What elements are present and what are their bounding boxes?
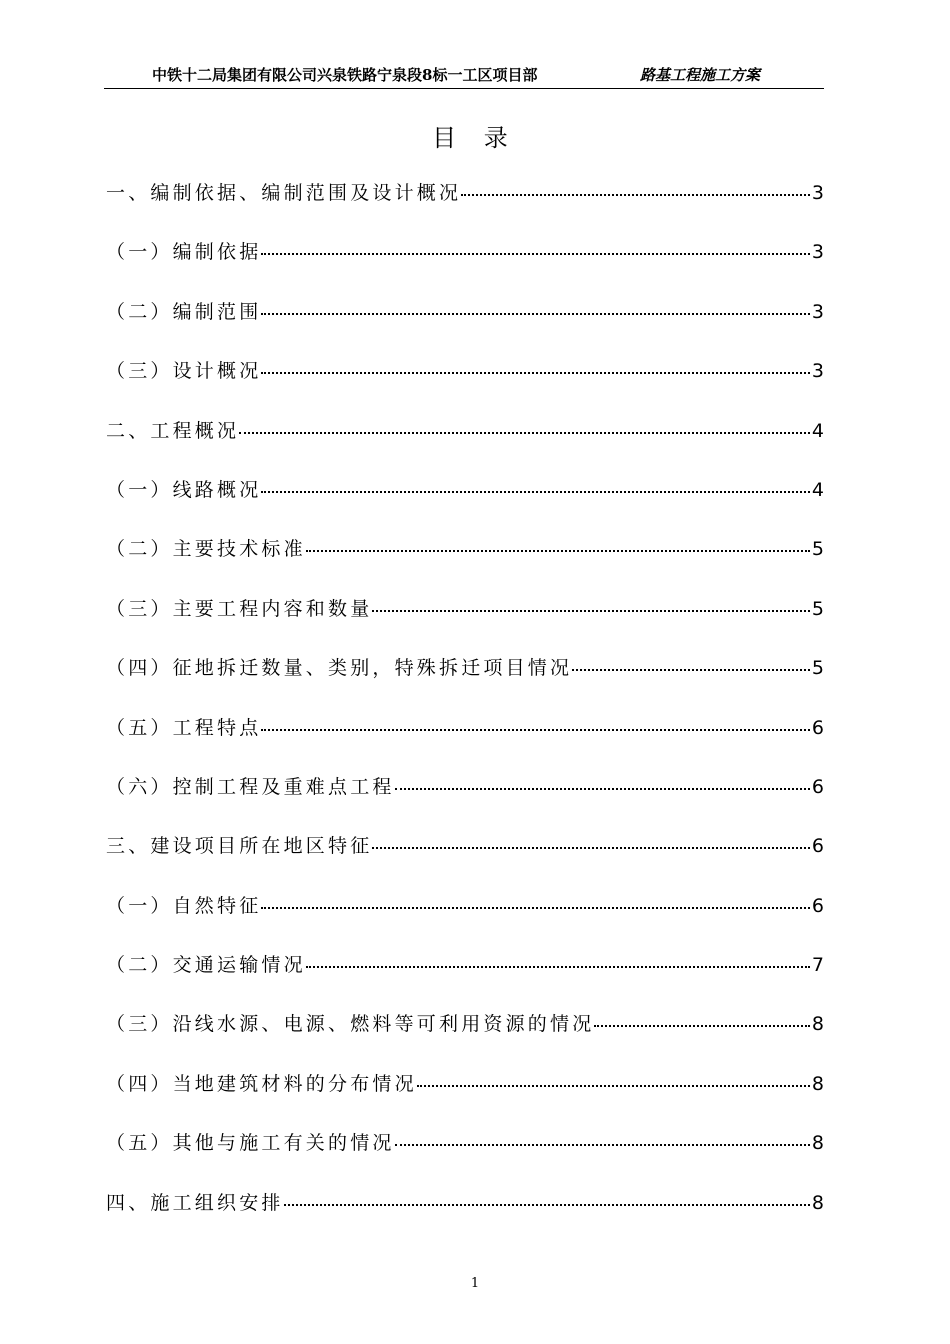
toc-entry-page: 3 xyxy=(811,300,824,323)
toc-entry-text: （六）控制工程及重难点工程 xyxy=(106,775,395,798)
toc-entry-text: （二）交通运输情况 xyxy=(106,954,306,977)
toc-entry-text: （二）编制范围 xyxy=(106,300,262,323)
toc-dot-leader xyxy=(306,550,810,552)
toc-entry-page: 5 xyxy=(811,657,824,680)
toc-entry[interactable] xyxy=(106,237,824,296)
toc-entry[interactable] xyxy=(106,891,824,950)
toc-title: 目 录 xyxy=(432,124,518,152)
toc-entry[interactable] xyxy=(106,1069,824,1128)
toc-entry-page: 3 xyxy=(811,241,824,264)
toc-dot-leader xyxy=(284,1204,810,1206)
toc-dot-leader xyxy=(261,907,810,909)
toc-dot-leader xyxy=(572,669,810,671)
header-document-title: 路基工程施工方案 xyxy=(640,66,761,84)
toc-dot-leader xyxy=(395,1144,810,1146)
toc-entry[interactable] xyxy=(106,416,824,475)
toc-dot-leader xyxy=(239,432,810,434)
toc-entry[interactable] xyxy=(106,475,824,534)
toc-entry-page: 8 xyxy=(811,1072,824,1095)
toc-entry-page: 8 xyxy=(811,1013,824,1036)
toc-entry-text: （三）沿线水源、电源、燃料等可利用资源的情况 xyxy=(106,1013,595,1036)
toc-entry[interactable] xyxy=(106,1188,824,1247)
toc-entry-text: （二）主要技术标准 xyxy=(106,538,306,561)
toc-entry-page: 3 xyxy=(811,360,824,383)
toc-entry[interactable] xyxy=(106,1009,824,1068)
toc-dot-leader xyxy=(594,1025,810,1027)
toc-entry-text: （五）工程特点 xyxy=(106,716,262,739)
page-number: 1 xyxy=(470,1276,480,1291)
toc-dot-leader xyxy=(417,1085,810,1087)
toc-entry-page: 6 xyxy=(811,775,824,798)
toc-entry-page: 4 xyxy=(811,478,824,501)
toc-entry-page: 5 xyxy=(811,538,824,561)
toc-dot-leader xyxy=(372,610,810,612)
toc-entry-text: （一）编制依据 xyxy=(106,241,262,264)
toc-entry-text: 二、工程概况 xyxy=(106,419,240,442)
toc-entry-page: 4 xyxy=(811,419,824,442)
toc-entry-text: （一）自然特征 xyxy=(106,894,262,917)
toc-entry-text: 三、建设项目所在地区特征 xyxy=(106,835,373,858)
toc-entry-page: 3 xyxy=(811,182,824,204)
toc-entry[interactable] xyxy=(106,950,824,1009)
toc-dot-leader xyxy=(261,491,810,493)
toc-entry-text: （四）当地建筑材料的分布情况 xyxy=(106,1072,417,1095)
toc-entry-text: （三）主要工程内容和数量 xyxy=(106,597,373,620)
toc-entry[interactable] xyxy=(106,653,824,712)
toc-entry-page: 5 xyxy=(811,597,824,620)
toc-dot-leader xyxy=(261,313,810,315)
toc-entry-text: （四）征地拆迁数量、类别，特殊拆迁项目情况 xyxy=(106,657,573,680)
toc-entry-text: 四、施工组织安排 xyxy=(106,1191,284,1214)
toc-dot-leader xyxy=(395,788,810,790)
toc-entry-page: 8 xyxy=(811,1191,824,1214)
toc-entry[interactable] xyxy=(106,831,824,890)
header-company: 中铁十二局集团有限公司兴泉铁路宁泉段8标一工区项目部 xyxy=(152,66,538,84)
toc-dot-leader xyxy=(461,194,810,196)
page-header xyxy=(104,62,824,89)
toc-entry[interactable] xyxy=(106,356,824,415)
toc-dot-leader xyxy=(261,253,810,255)
toc-entry-page: 6 xyxy=(811,716,824,739)
toc-entry-page: 6 xyxy=(811,835,824,858)
toc-entry-text: （一）线路概况 xyxy=(106,478,262,501)
toc-entry-text: 一、编制依据、编制范围及设计概况 xyxy=(106,182,462,204)
toc-entry-page: 6 xyxy=(811,894,824,917)
toc-dot-leader xyxy=(372,847,810,849)
toc-entry[interactable] xyxy=(106,713,824,772)
toc-entry[interactable] xyxy=(106,178,824,237)
toc-entry-text: （五）其他与施工有关的情况 xyxy=(106,1132,395,1155)
toc-dot-leader xyxy=(261,729,810,731)
toc-dot-leader xyxy=(261,372,810,374)
toc-entry-text: （三）设计概况 xyxy=(106,360,262,383)
toc-dot-leader xyxy=(306,966,810,968)
toc-entry[interactable] xyxy=(106,1128,824,1187)
toc-entry[interactable] xyxy=(106,594,824,653)
toc-entry-page: 8 xyxy=(811,1132,824,1155)
toc-entry-page: 7 xyxy=(811,954,824,977)
toc-entry[interactable] xyxy=(106,534,824,593)
toc-entry[interactable] xyxy=(106,297,824,356)
table-of-contents xyxy=(106,178,824,1247)
toc-entry[interactable] xyxy=(106,772,824,831)
